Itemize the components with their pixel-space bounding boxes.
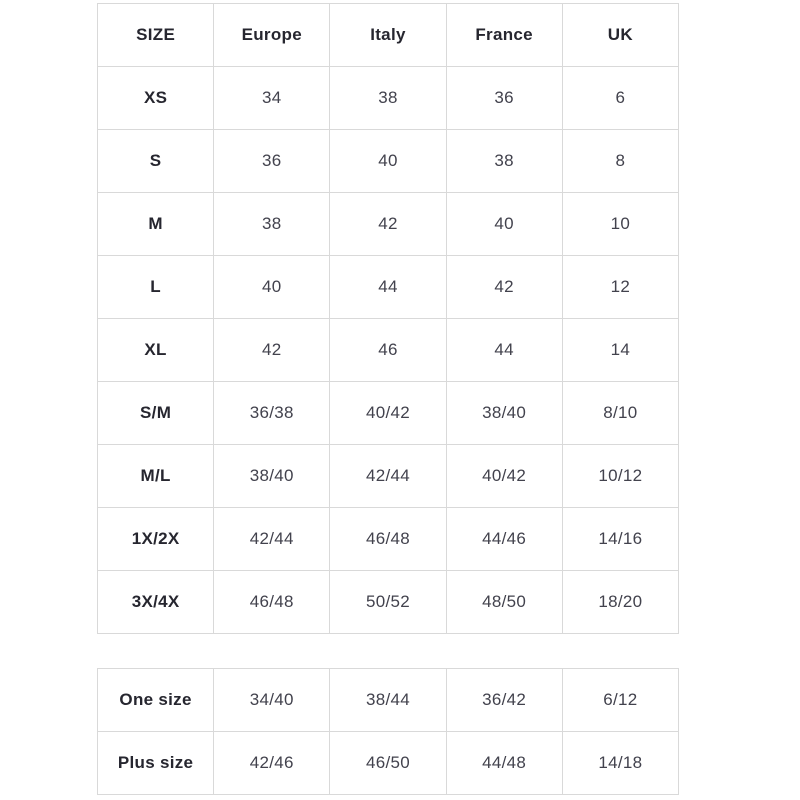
table-cell: 42 <box>214 319 330 382</box>
header-cell-france: France <box>446 4 562 67</box>
table-cell: 42/46 <box>214 732 330 795</box>
table-row-m <box>98 193 679 256</box>
table-cell: 38/40 <box>446 382 562 445</box>
row-label: M <box>98 193 214 256</box>
table-row-plus-size <box>98 732 679 795</box>
row-label: L <box>98 256 214 319</box>
table-row-xs <box>98 67 679 130</box>
table-cell: 44 <box>330 256 446 319</box>
row-label: XS <box>98 67 214 130</box>
table-cell: 40 <box>330 130 446 193</box>
table-cell: 44/48 <box>446 732 562 795</box>
table-cell: 46/50 <box>330 732 446 795</box>
table-cell: 6 <box>562 67 678 130</box>
row-label: M/L <box>98 445 214 508</box>
table-row-one-size <box>98 669 679 732</box>
table-cell: 36 <box>214 130 330 193</box>
table-cell: 14/16 <box>562 508 678 571</box>
table-cell: 40 <box>446 193 562 256</box>
table-cell: 40/42 <box>446 445 562 508</box>
table-row-s-m <box>98 382 679 445</box>
table-row-3x-4x <box>98 571 679 634</box>
table-row-m-l <box>98 445 679 508</box>
row-label: One size <box>98 669 214 732</box>
table-cell: 46/48 <box>214 571 330 634</box>
header-cell-uk: UK <box>562 4 678 67</box>
table-cell: 38 <box>214 193 330 256</box>
table-row-1x-2x <box>98 508 679 571</box>
table-cell: 36/38 <box>214 382 330 445</box>
table-cell: 50/52 <box>330 571 446 634</box>
table-cell: 42/44 <box>330 445 446 508</box>
table-cell: 48/50 <box>446 571 562 634</box>
row-label: S/M <box>98 382 214 445</box>
table-header-row <box>98 4 679 67</box>
one-size-plus-size-table <box>97 668 679 795</box>
table-cell: 10 <box>562 193 678 256</box>
table-cell: 40/42 <box>330 382 446 445</box>
row-label: XL <box>98 319 214 382</box>
header-cell-italy: Italy <box>330 4 446 67</box>
row-label: S <box>98 130 214 193</box>
table-cell: 12 <box>562 256 678 319</box>
row-label: 1X/2X <box>98 508 214 571</box>
table-cell: 14 <box>562 319 678 382</box>
table-cell: 46 <box>330 319 446 382</box>
table-cell: 8 <box>562 130 678 193</box>
table-cell: 38/40 <box>214 445 330 508</box>
table-cell: 10/12 <box>562 445 678 508</box>
table-cell: 18/20 <box>562 571 678 634</box>
table-cell: 44/46 <box>446 508 562 571</box>
table-row-xl <box>98 319 679 382</box>
header-cell-size: SIZE <box>98 4 214 67</box>
table-cell: 6/12 <box>562 669 678 732</box>
size-conversion-table <box>97 3 679 634</box>
table-cell: 34 <box>214 67 330 130</box>
header-cell-europe: Europe <box>214 4 330 67</box>
table-gap <box>97 634 800 668</box>
row-label: Plus size <box>98 732 214 795</box>
table-row-l <box>98 256 679 319</box>
table-cell: 38 <box>330 67 446 130</box>
table-cell: 34/40 <box>214 669 330 732</box>
table-cell: 40 <box>214 256 330 319</box>
table-cell: 36 <box>446 67 562 130</box>
table-row-s <box>98 130 679 193</box>
table-cell: 44 <box>446 319 562 382</box>
row-label: 3X/4X <box>98 571 214 634</box>
table-cell: 38/44 <box>330 669 446 732</box>
table-cell: 42/44 <box>214 508 330 571</box>
table-cell: 42 <box>446 256 562 319</box>
table-cell: 46/48 <box>330 508 446 571</box>
table-cell: 38 <box>446 130 562 193</box>
table-cell: 42 <box>330 193 446 256</box>
table-cell: 14/18 <box>562 732 678 795</box>
table-cell: 8/10 <box>562 382 678 445</box>
table-cell: 36/42 <box>446 669 562 732</box>
